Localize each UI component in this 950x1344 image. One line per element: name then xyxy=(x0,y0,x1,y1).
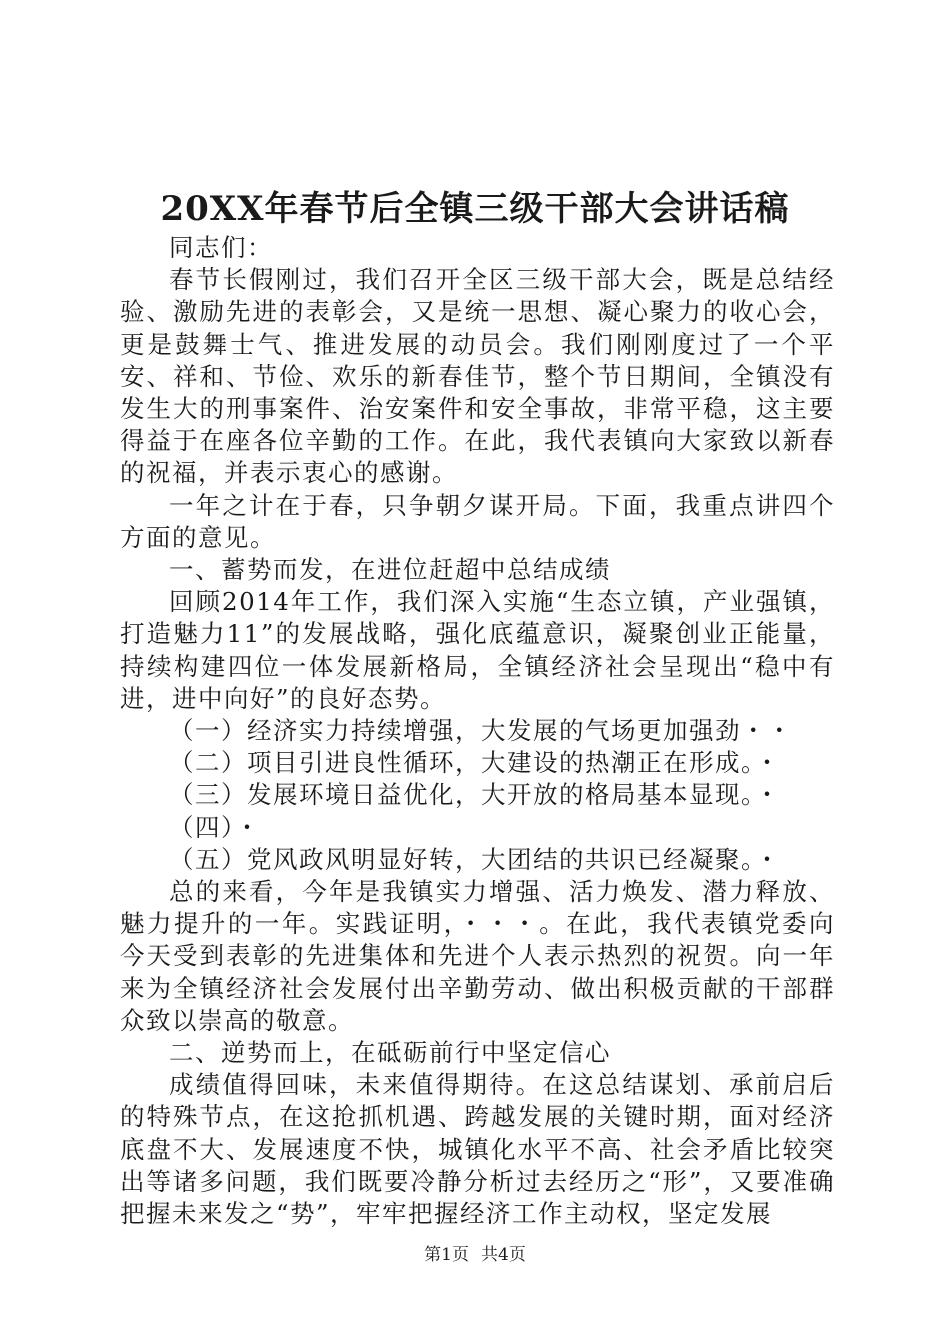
paragraph-summary: 总的来看，今年是我镇实力增强、活力焕发、潜力释放、魅力提升的一年。实践证明，・・・。在此，我代表镇党委向今天受到表彰的先进集体和先进个人表示热烈的祝贺。向一年来为全镇经济社会发展付出辛勤劳动、做出积极贡献的干部群众致以崇高的敬意。 xyxy=(120,877,835,1035)
list-item-2: （二）项目引进良性循环，大建设的热潮正在形成。・ xyxy=(169,748,781,778)
list-item-1: （一）经济实力持续增强，大发展的气场更加强劲・・ xyxy=(169,716,793,746)
paragraph-greeting: 同志们： xyxy=(169,233,273,262)
paragraph-outlook: 成绩值得回味，未来值得期待。在这总结谋划、承前启后的特殊节点，在这抢抓机遇、跨越发展的关键时期，面对经济底盘不大、发展速度不快，城镇化水平不高、社会矛盾比较突出等诸多问题，我们既要冷静分析过去经历之“形”，又要准确把握未来发之“势”，牢牢把握经济工作主动权，坚定发展 xyxy=(120,1070,835,1229)
section-heading-2: 二、逆势而上，在砥砺前行中坚定信心 xyxy=(169,1038,611,1068)
section-heading-1: 一、蓄势而发，在进位赶超中总结成绩 xyxy=(169,555,611,585)
page-number: 第1页 xyxy=(424,1245,469,1265)
list-item-5: （五）党风政风明显好转，大团结的共识已经凝聚。・ xyxy=(169,844,781,874)
paragraph-intro: 春节长假刚过，我们召开全区三级干部大会，既是总结经验、激励先进的表彰会，又是统一思想、凝心聚力的收心会，更是鼓舞士气、推进发展的动员会。我们刚刚度过了一个平安、祥和、节俭、欢乐的新春佳节，整个节日期间，全镇没有发生大的刑事案件、治安案件和安全事故，非常平稳，这主要得益于在座各位辛勤的工作。在此，我代表镇向大家致以新春的祝福，并表示衷心的感谢。 xyxy=(120,265,835,488)
list-item-3: （三）发展环境日益优化，大开放的格局基本显现。・ xyxy=(169,780,781,810)
document-title: 20XX年春节后全镇三级干部大会讲话稿 xyxy=(160,189,790,229)
paragraph-review: 回顾2014年工作，我们深入实施“生态立镇，产业强镇，打造魅力11”的发展战略，强化底蕴意识，凝聚创业正能量，持续构建四位一体发展新格局，全镇经济社会呈现出“稳中有进，进中向好”的良好态势。 xyxy=(120,587,835,713)
list-item-4: （四）・ xyxy=(169,812,261,842)
document-body xyxy=(120,232,835,1230)
paragraph-outline: 一年之计在于春，只争朝夕谋开局。下面，我重点讲四个方面的意见。 xyxy=(120,490,835,552)
page-count: 共4页 xyxy=(481,1245,526,1265)
page-footer xyxy=(0,1244,950,1266)
